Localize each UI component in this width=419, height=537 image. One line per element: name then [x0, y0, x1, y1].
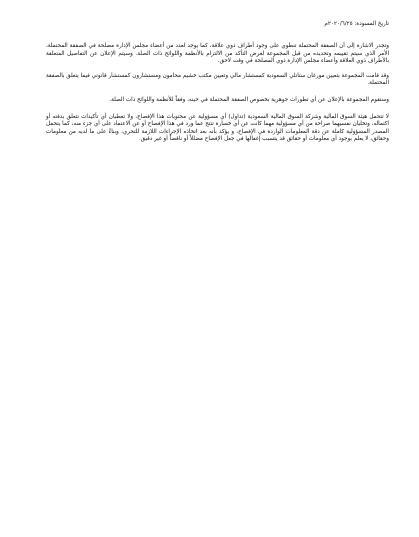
draft-date: تاريخ المسودة: ٢٠٢٠/٦/٢٥م — [324, 21, 389, 27]
disclaimer-paragraph: لا تتحمل هيئة السوق المالية وشركة السوق المالية السعودية (تداول) أي مسؤولية عن محتويات هذا الإفصاح، ولا تعطيان أي تأكيدات تتعلق بدقته أو اكتماله، وتخليان نفسيهما صراحة من أي مسؤولية مهما كانت عن أي خسارة تنتج عما ورد في هذا الإفصاح أو عن الاعتماد على أي جزء منه، كما يتحمل المصدر المسؤولية كاملة عن دقة المعلومات الواردة في الإفصاح، و يؤكد بأنه بعد اتخاذه الإجراءات اللازمة للتحري، وبناءً على ما لديه من معلومات وحقائق، لا يعلم بوجود أي معلومات أو حقائق قد يتسبب إغفالها في جعل الإفصاح مضللاً أو ناقصاً أو غير دقيق. — [46, 113, 389, 143]
related-parties-paragraph: وتجدر الاشارة إلى أن الصفقة المحتملة تنطوي على وجود أطراف ذوي علاقة، كما يوجد لعدد من أعضاء مجلس الإدارة مصلحة في الصفقة المحتملة، الأمر الذي سيتم تقييمه وتحديده من قبل المجموعة لغرض التأكد من الالتزام بالأنظمة واللوائح ذات الصلة. وسيتم الإعلان عن التفاصيل المتعلقة بالأطراف ذوي العلاقة وأعضاء مجلس الإدارة ذوي المصلحة في وقت لاحق. — [46, 43, 389, 65]
document-body — [46, 43, 389, 144]
announcement-paragraph: وستقوم المجموعة بالإعلان عن أي تطورات جوهرية بخصوص الصفقة المحتملة في حينه، وفقاً للأنظمة واللوائح ذات الصلة. — [109, 96, 389, 103]
advisors-paragraph: وقد قامت المجموعة بتعيين مورغان ستانلي السعودية كمستشار مالي وتعيين مكتب خشيم محامون ومستشارون كمستشار قانوني فيما يتعلق بالصفقة المحتملة. — [46, 72, 389, 87]
